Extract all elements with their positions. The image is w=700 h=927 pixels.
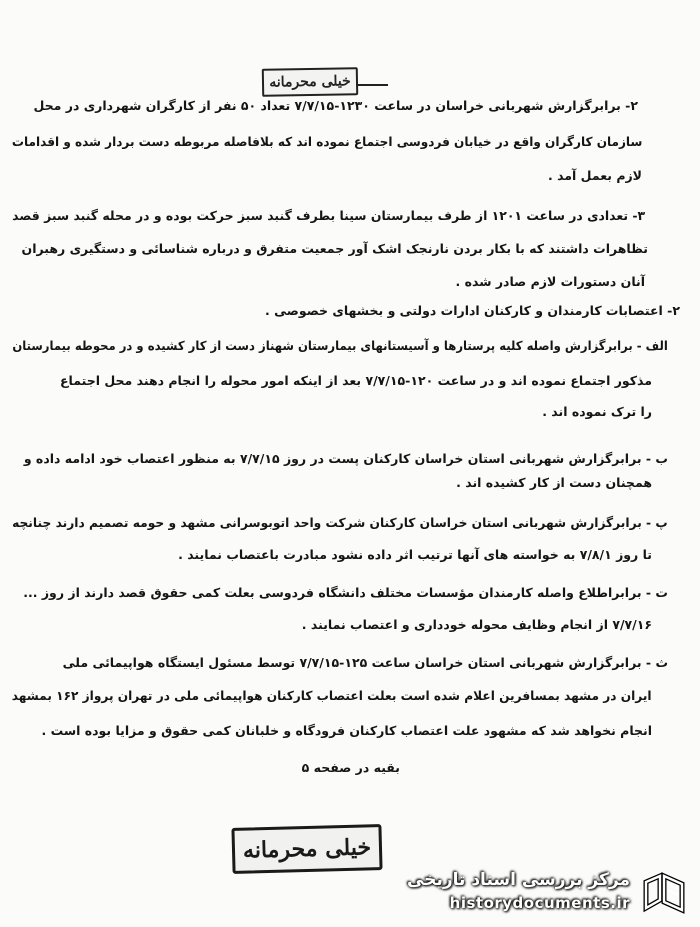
header-mark	[356, 70, 388, 86]
text-line: پ - برابرگزارش شهربانی استان خراسان کارکنان شرکت واحد اتوبوسرانی مشهد و حومه تصمیم دارند چنانچه	[12, 515, 668, 530]
text-line: مذکور اجتماع نموده اند و در ساعت ۱۲۰-۷/۷/۱۵ بعد از اینکه امور محوله را انجام دهند محل اجتماع	[60, 373, 652, 388]
text-line: ث - برابرگزارش شهربانی استان خراسان ساعت ۱۲۵-۷/۷/۱۵ توسط مسئول ایستگاه هواپیمائی ملی	[62, 655, 668, 670]
text-line: ۳- تعدادی در ساعت ۱۲۰۱ از طرف بیمارستان سینا بطرف گنبد سبز حرکت بوده و در محله گنبد سبز قصد	[12, 208, 645, 223]
text-line: ب - برابرگزارش شهربانی استان خراسان کارکنان پست در روز ۷/۷/۱۵ به منظور اعتصاب خود ادامه داده و	[23, 451, 668, 466]
archive-logo-icon	[640, 870, 690, 916]
classification-stamp-top: خیلی محرمانه	[262, 67, 358, 97]
text-line: ۲- برابرگزارش شهربانی خراسان در ساعت ۱۲۳۰-۷/۷/۱۵ تعداد ۵۰ نفر از کارگران شهرداری در محل	[33, 98, 638, 113]
text-line: انجام نخواهد شد که مشهود علت اعتصاب کارکنان فرودگاه و خلبانان کمی حقوق و مزایا بوده است .	[41, 723, 652, 738]
watermark-title: مرکز بررسی اسناد تاریخی	[407, 870, 630, 890]
text-line: ۷/۷/۱۶ از انجام وظایف محوله خودداری و اعتصاب نمایند .	[301, 617, 652, 632]
text-line: ت - برابراطلاع واصله کارمندان مؤسسات مختلف دانشگاه فردوسی بعلت کمی حقوق قصد دارند از روز ...	[23, 585, 668, 600]
text-line: سازمان کارگران واقع در خیابان فردوسی اجتماع نموده اند که بلافاصله مربوطه دست بردار شده و اقدامات	[11, 134, 642, 149]
text-line: را ترک نموده اند .	[542, 404, 652, 419]
continued-note: بقیه در صفحه ۵	[301, 760, 400, 775]
text-line: تا روز ۷/۸/۱ به خواسته های آنها ترتیب اثر داده نشود مبادرت باعتصاب نمایند .	[178, 547, 652, 562]
text-line: الف - برابرگزارش واصله کلیه پرستارها و آسیستانهای بیمارستان شهناز دست از کار کشیده و در محوطه بیمارستان	[12, 338, 668, 353]
text-line: تظاهرات داشتند که با بکار بردن نارنجک اشک آور جمعیت متفرق و درباره شناسائی و دستگیری رهبران	[21, 241, 648, 256]
text-line: ایران در مشهد بمسافرین اعلام شده است بعلت اعتصاب کارکنان هواپیمائی ملی در تهران پرواز ۱۶۲ بمشهد	[12, 688, 652, 703]
watermark	[407, 866, 690, 920]
text-line: آنان دستورات لازم صادر شده .	[455, 274, 645, 289]
section-heading: ۲- اعتصابات کارمندان و کارکنان ادارات دولتی و بخشهای خصوصی .	[265, 303, 680, 318]
watermark-url: historydocuments.ir	[449, 894, 630, 912]
text-line: همچنان دست از کار کشیده اند .	[456, 475, 652, 490]
classification-stamp-bottom: خیلی محرمانه	[231, 824, 382, 874]
text-line: لازم بعمل آمد .	[547, 168, 642, 183]
